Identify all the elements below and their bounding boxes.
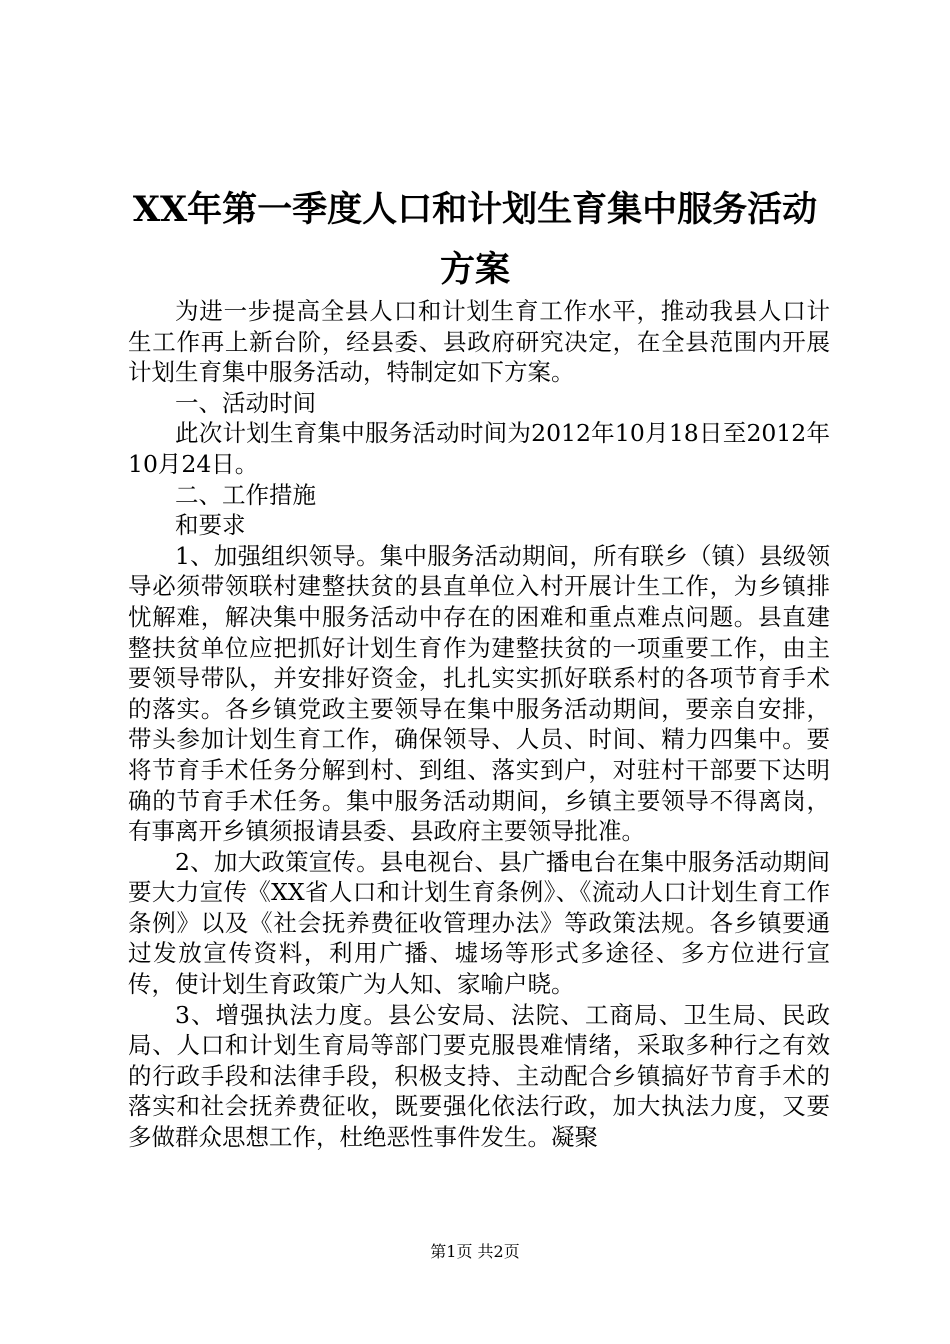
item-1-paragraph: 1、加强组织领导。集中服务活动期间，所有联乡（镇）县级领导必须带领联村建整扶贫的县直单位入村开展计生工作，为乡镇排忧解难，解决集中服务活动中存在的困难和重点难点问题。县直建整扶贫单位应把抓好计划生育作为建整扶贫的一项重要工作，由主要领导带队，并安排好资金，扎扎实实抓好联系村的各项节育手术的落实。各乡镇党政主要领导在集中服务活动期间，要亲自安排，带头参加计划生育工作，确保领导、人员、时间、精力四集中。要将节育手术任务分解到村、到组、落实到户，对驻村干部要下达明确的节育手术任务。集中服务活动期间，乡镇主要领导不得离岗，有事离开乡镇须报请县委、县政府主要领导批准。 <box>128 541 830 846</box>
section-time-paragraph: 此次计划生育集中服务活动时间为2012年10月18日至2012年10月24日。 <box>128 419 830 478</box>
section-heading-measures-cont: 和要求 <box>175 511 246 540</box>
document-title-line1: XX年第一季度人口和计划生育集中服务活动 <box>132 189 818 230</box>
item-2-paragraph: 2、加大政策宣传。县电视台、县广播电台在集中服务活动期间要大力宣传《XX省人口和计划生育条例》、《流动人口计划生育工作条例》以及《社会抚养费征收管理办法》等政策法规。各乡镇要通过发放宣传资料，利用广播、墟场等形式多途径、多方位进行宣传，使计划生育政策广为人知、家喻户晓。 <box>128 847 830 999</box>
intro-paragraph: 为进一步提高全县人口和计划生育工作水平，推动我县人口计生工作再上新台阶，经县委、县政府研究决定，在全县范围内开展计划生育集中服务活动，特制定如下方案。 <box>128 297 830 387</box>
section-heading-time: 一、活动时间 <box>175 388 316 417</box>
document-body <box>128 296 830 1153</box>
document-title-line2: 方案 <box>439 249 510 290</box>
item-3-paragraph: 3、增强执法力度。县公安局、法院、工商局、卫生局、民政局、人口和计划生育局等部门要克服畏难情绪，采取多种行之有效的行政手段和法律手段，积极支持、主动配合乡镇搞好节育手术的落实和社会抚养费征收，既要强化依法行政，加大执法力度，又要多做群众思想工作，杜绝恶性事件发生。凝聚 <box>128 1000 830 1152</box>
page-number-footer: 第1页 共2页 <box>430 1242 520 1261</box>
section-heading-measures: 二、工作措施 <box>175 480 316 509</box>
